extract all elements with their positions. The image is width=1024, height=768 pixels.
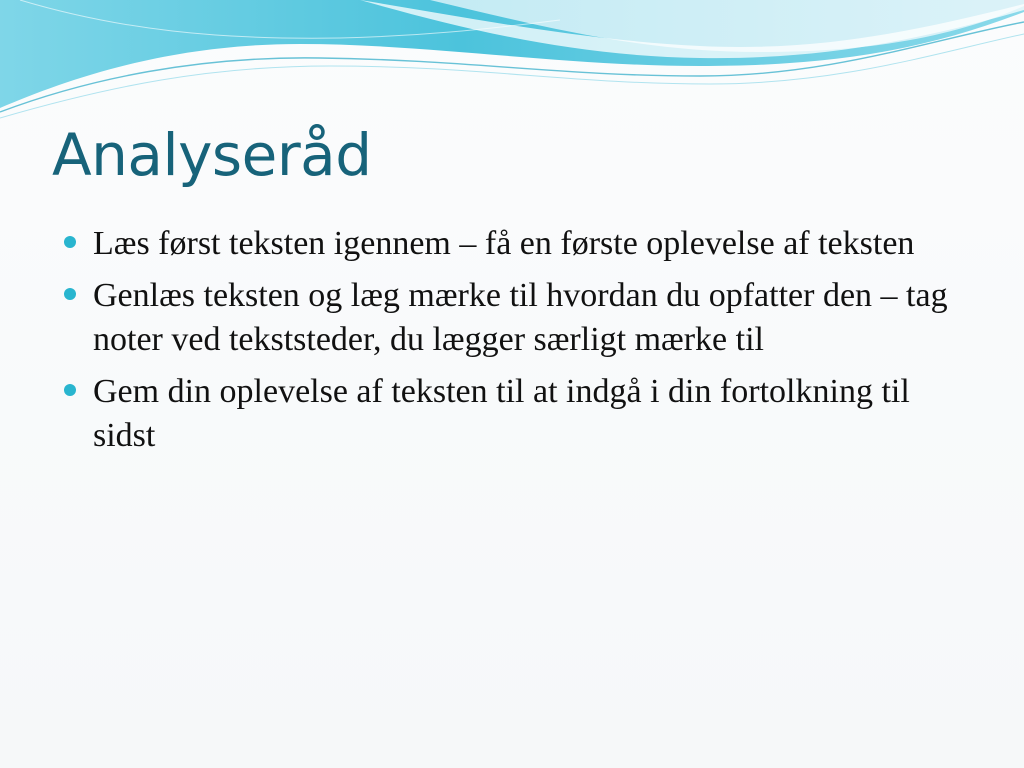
slide-title: Analyseråd xyxy=(52,121,372,189)
list-item xyxy=(62,370,962,458)
bullet-dot-icon xyxy=(64,288,76,300)
bullet-dot-icon xyxy=(64,384,76,396)
bullet-dot-icon xyxy=(64,236,76,248)
bullet-text: Gem din oplevelse af teksten til at indgå i din fortolkning til sidst xyxy=(93,373,910,454)
decorative-wave-header xyxy=(0,0,1024,130)
list-item xyxy=(62,222,962,266)
list-item xyxy=(62,274,962,362)
bullet-text: Læs først teksten igennem – få en første oplevelse af teksten xyxy=(93,225,915,262)
bullet-text: Genlæs teksten og læg mærke til hvordan du opfatter den – tag noter ved tekststeder, du lægger særligt mærke til xyxy=(93,277,948,358)
bullet-list xyxy=(62,222,962,466)
